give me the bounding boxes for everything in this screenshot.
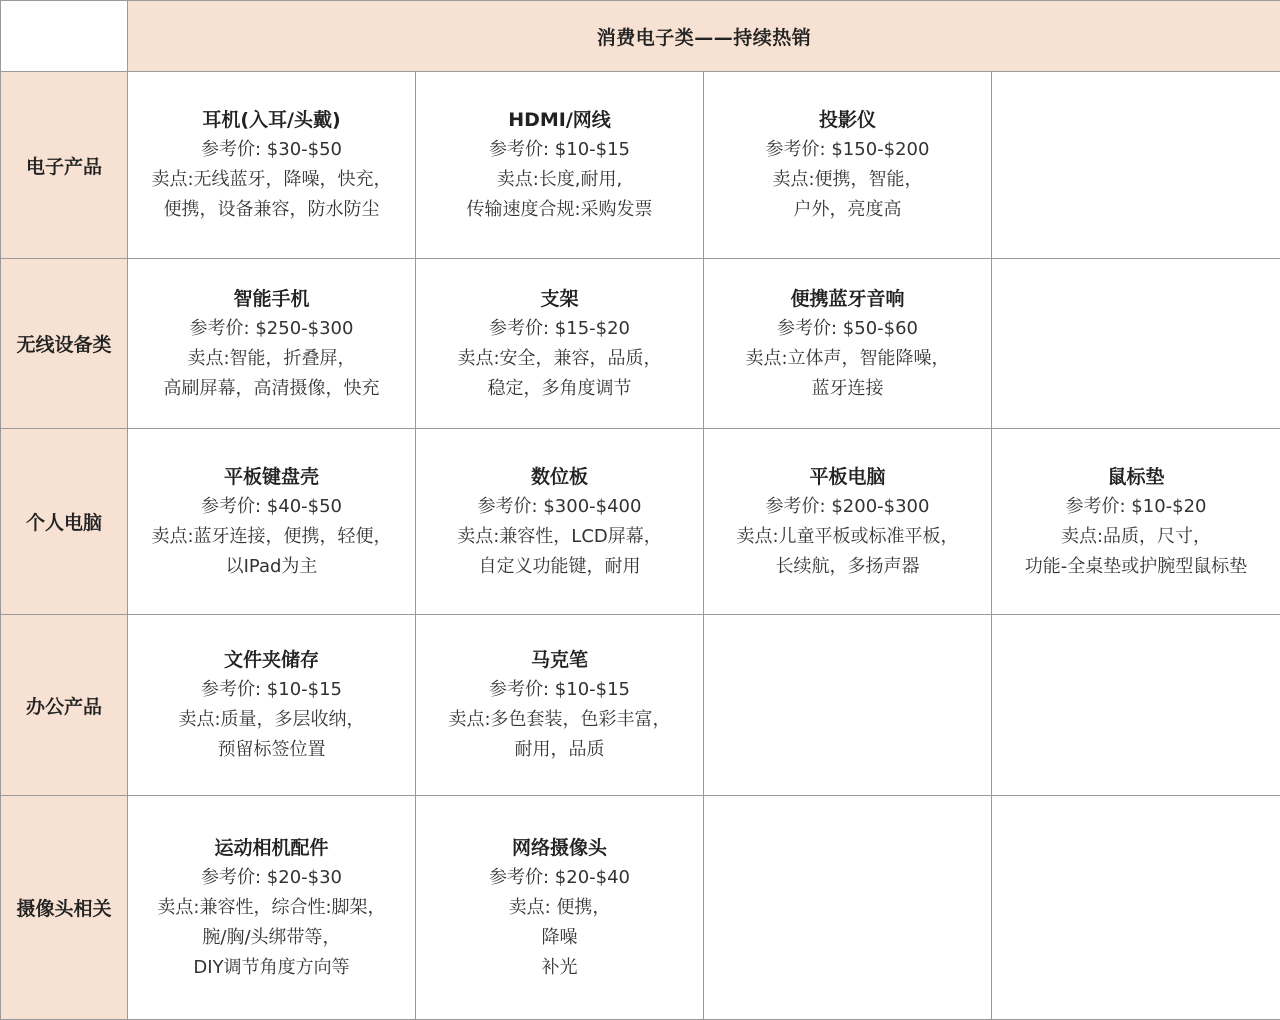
product-selling-point: 自定义功能键，耐用 — [478, 555, 641, 577]
product-cell — [416, 615, 704, 796]
product-selling-point: 卖点:长度,耐用, — [496, 169, 623, 190]
product-info — [704, 284, 991, 404]
product-info — [416, 645, 703, 765]
corner-cell — [1, 1, 128, 72]
product-selling-point: 户外，亮度高 — [793, 199, 902, 220]
empty-cell — [704, 615, 992, 796]
product-name: 数位板 — [530, 465, 588, 488]
product-info — [128, 105, 415, 225]
product-info — [128, 645, 415, 765]
product-name: 鼠标垫 — [1107, 465, 1165, 488]
product-price: 参考价: $30-$50 — [201, 139, 342, 160]
product-selling-point: 卖点:多色套装，色彩丰富， — [448, 709, 671, 730]
product-selling-point: 卖点:智能，折叠屏， — [187, 347, 356, 369]
product-cell — [704, 259, 992, 429]
product-selling-point: 便携，设备兼容，防水防尘 — [163, 199, 380, 220]
product-selling-point: 传输速度合规:采购发票 — [466, 199, 653, 220]
category-label: 无线设备类 — [1, 259, 128, 429]
product-selling-point: 预留标签位置 — [217, 739, 326, 760]
product-price: 参考价: $15-$20 — [489, 317, 630, 339]
product-name: 智能手机 — [233, 287, 310, 310]
product-cell — [128, 615, 416, 796]
product-cell — [128, 796, 416, 1020]
table-row — [1, 72, 1280, 259]
product-name: 投影仪 — [818, 109, 876, 131]
product-info — [992, 462, 1280, 582]
product-name: 平板电脑 — [809, 465, 886, 488]
product-name: 支架 — [540, 287, 579, 310]
product-price: 参考价: $150-$200 — [765, 139, 930, 160]
product-selling-point: 卖点:品质，尺寸， — [1060, 525, 1212, 547]
product-info — [416, 462, 703, 582]
product-name: 运动相机配件 — [214, 836, 329, 859]
product-info — [416, 284, 703, 404]
product-price: 参考价: $50-$60 — [777, 317, 918, 339]
product-info — [416, 105, 703, 225]
product-name: 耳机(入耳/头戴) — [202, 109, 341, 131]
table-row — [1, 796, 1280, 1020]
product-cell — [416, 72, 704, 259]
empty-cell — [704, 796, 992, 1020]
product-cell — [992, 429, 1280, 615]
product-selling-point: 高刷屏幕，高清摄像，快充 — [163, 377, 380, 399]
product-info — [704, 462, 991, 582]
product-price: 参考价: $10-$15 — [489, 139, 630, 160]
category-label: 办公产品 — [1, 615, 128, 796]
product-name: 文件夹储存 — [223, 649, 319, 671]
product-selling-point: 卖点:立体声，智能降噪， — [745, 347, 950, 369]
category-label: 电子产品 — [1, 72, 128, 259]
product-selling-point: 功能-全桌垫或护腕型鼠标垫 — [1024, 555, 1248, 577]
product-name: HDMI/网线 — [508, 109, 611, 131]
category-label: 个人电脑 — [1, 429, 128, 615]
product-selling-point: 卖点:兼容性，LCD屏幕， — [457, 525, 662, 547]
product-selling-point: 补光 — [541, 956, 578, 978]
product-selling-point: 卖点: 便携， — [508, 896, 611, 918]
table-row — [1, 259, 1280, 429]
table-title: 消费电子类——持续热销 — [128, 1, 1280, 72]
table-row — [1, 429, 1280, 615]
product-info — [704, 105, 991, 225]
product-price: 参考价: $300-$400 — [477, 495, 642, 517]
product-name: 平板键盘壳 — [223, 465, 319, 488]
product-selling-point: 降噪 — [541, 926, 578, 948]
product-info — [128, 833, 415, 983]
product-name: 网络摄像头 — [511, 836, 607, 859]
product-cell — [128, 259, 416, 429]
product-price: 参考价: $40-$50 — [201, 495, 342, 517]
product-info — [128, 462, 415, 582]
product-price: 参考价: $10-$20 — [1065, 495, 1207, 517]
product-selling-point: 卖点:质量，多层收纳， — [178, 709, 365, 730]
product-selling-point: 腕/胸/头绑带等， — [202, 926, 341, 948]
empty-cell — [992, 615, 1280, 796]
product-price: 参考价: $10-$15 — [201, 679, 342, 700]
empty-cell — [992, 259, 1280, 429]
product-selling-point: 卖点:便携，智能， — [772, 169, 923, 190]
product-selling-point: 蓝牙连接 — [811, 377, 884, 399]
product-selling-point: 卖点:无线蓝牙，降噪，快充， — [151, 169, 392, 190]
product-selling-point: 卖点:蓝牙连接，便携，轻便， — [151, 525, 392, 547]
empty-cell — [992, 72, 1280, 259]
product-cell — [416, 259, 704, 429]
product-selling-point: 长续航，多扬声器 — [775, 555, 920, 577]
product-selling-point: 耐用，品质 — [514, 739, 605, 760]
product-info — [128, 284, 415, 404]
product-price: 参考价: $20-$40 — [489, 866, 630, 888]
product-selling-point: 稳定，多角度调节 — [487, 377, 632, 399]
product-selling-point: 卖点:儿童平板或标准平板， — [736, 525, 959, 547]
empty-cell — [992, 796, 1280, 1020]
product-selling-point: 卖点:安全，兼容，品质， — [457, 347, 662, 369]
product-price: 参考价: $10-$15 — [489, 679, 630, 700]
product-name: 便携蓝牙音响 — [790, 287, 905, 310]
category-label: 摄像头相关 — [1, 796, 128, 1020]
product-cell — [704, 429, 992, 615]
table-row — [1, 615, 1280, 796]
product-info — [416, 833, 703, 983]
product-price: 参考价: $200-$300 — [765, 495, 930, 517]
product-selling-point: 卖点:兼容性，综合性:脚架， — [157, 896, 386, 918]
product-cell — [128, 429, 416, 615]
product-selling-point: DIY调节角度方向等 — [193, 956, 350, 978]
product-cell — [416, 796, 704, 1020]
product-cell — [416, 429, 704, 615]
product-cell — [704, 72, 992, 259]
product-selling-point: 以IPad为主 — [225, 555, 318, 577]
product-price: 参考价: $250-$300 — [189, 317, 354, 339]
product-price: 参考价: $20-$30 — [201, 866, 342, 888]
product-name: 马克笔 — [530, 649, 588, 671]
header-row — [1, 1, 1280, 72]
product-cell — [128, 72, 416, 259]
